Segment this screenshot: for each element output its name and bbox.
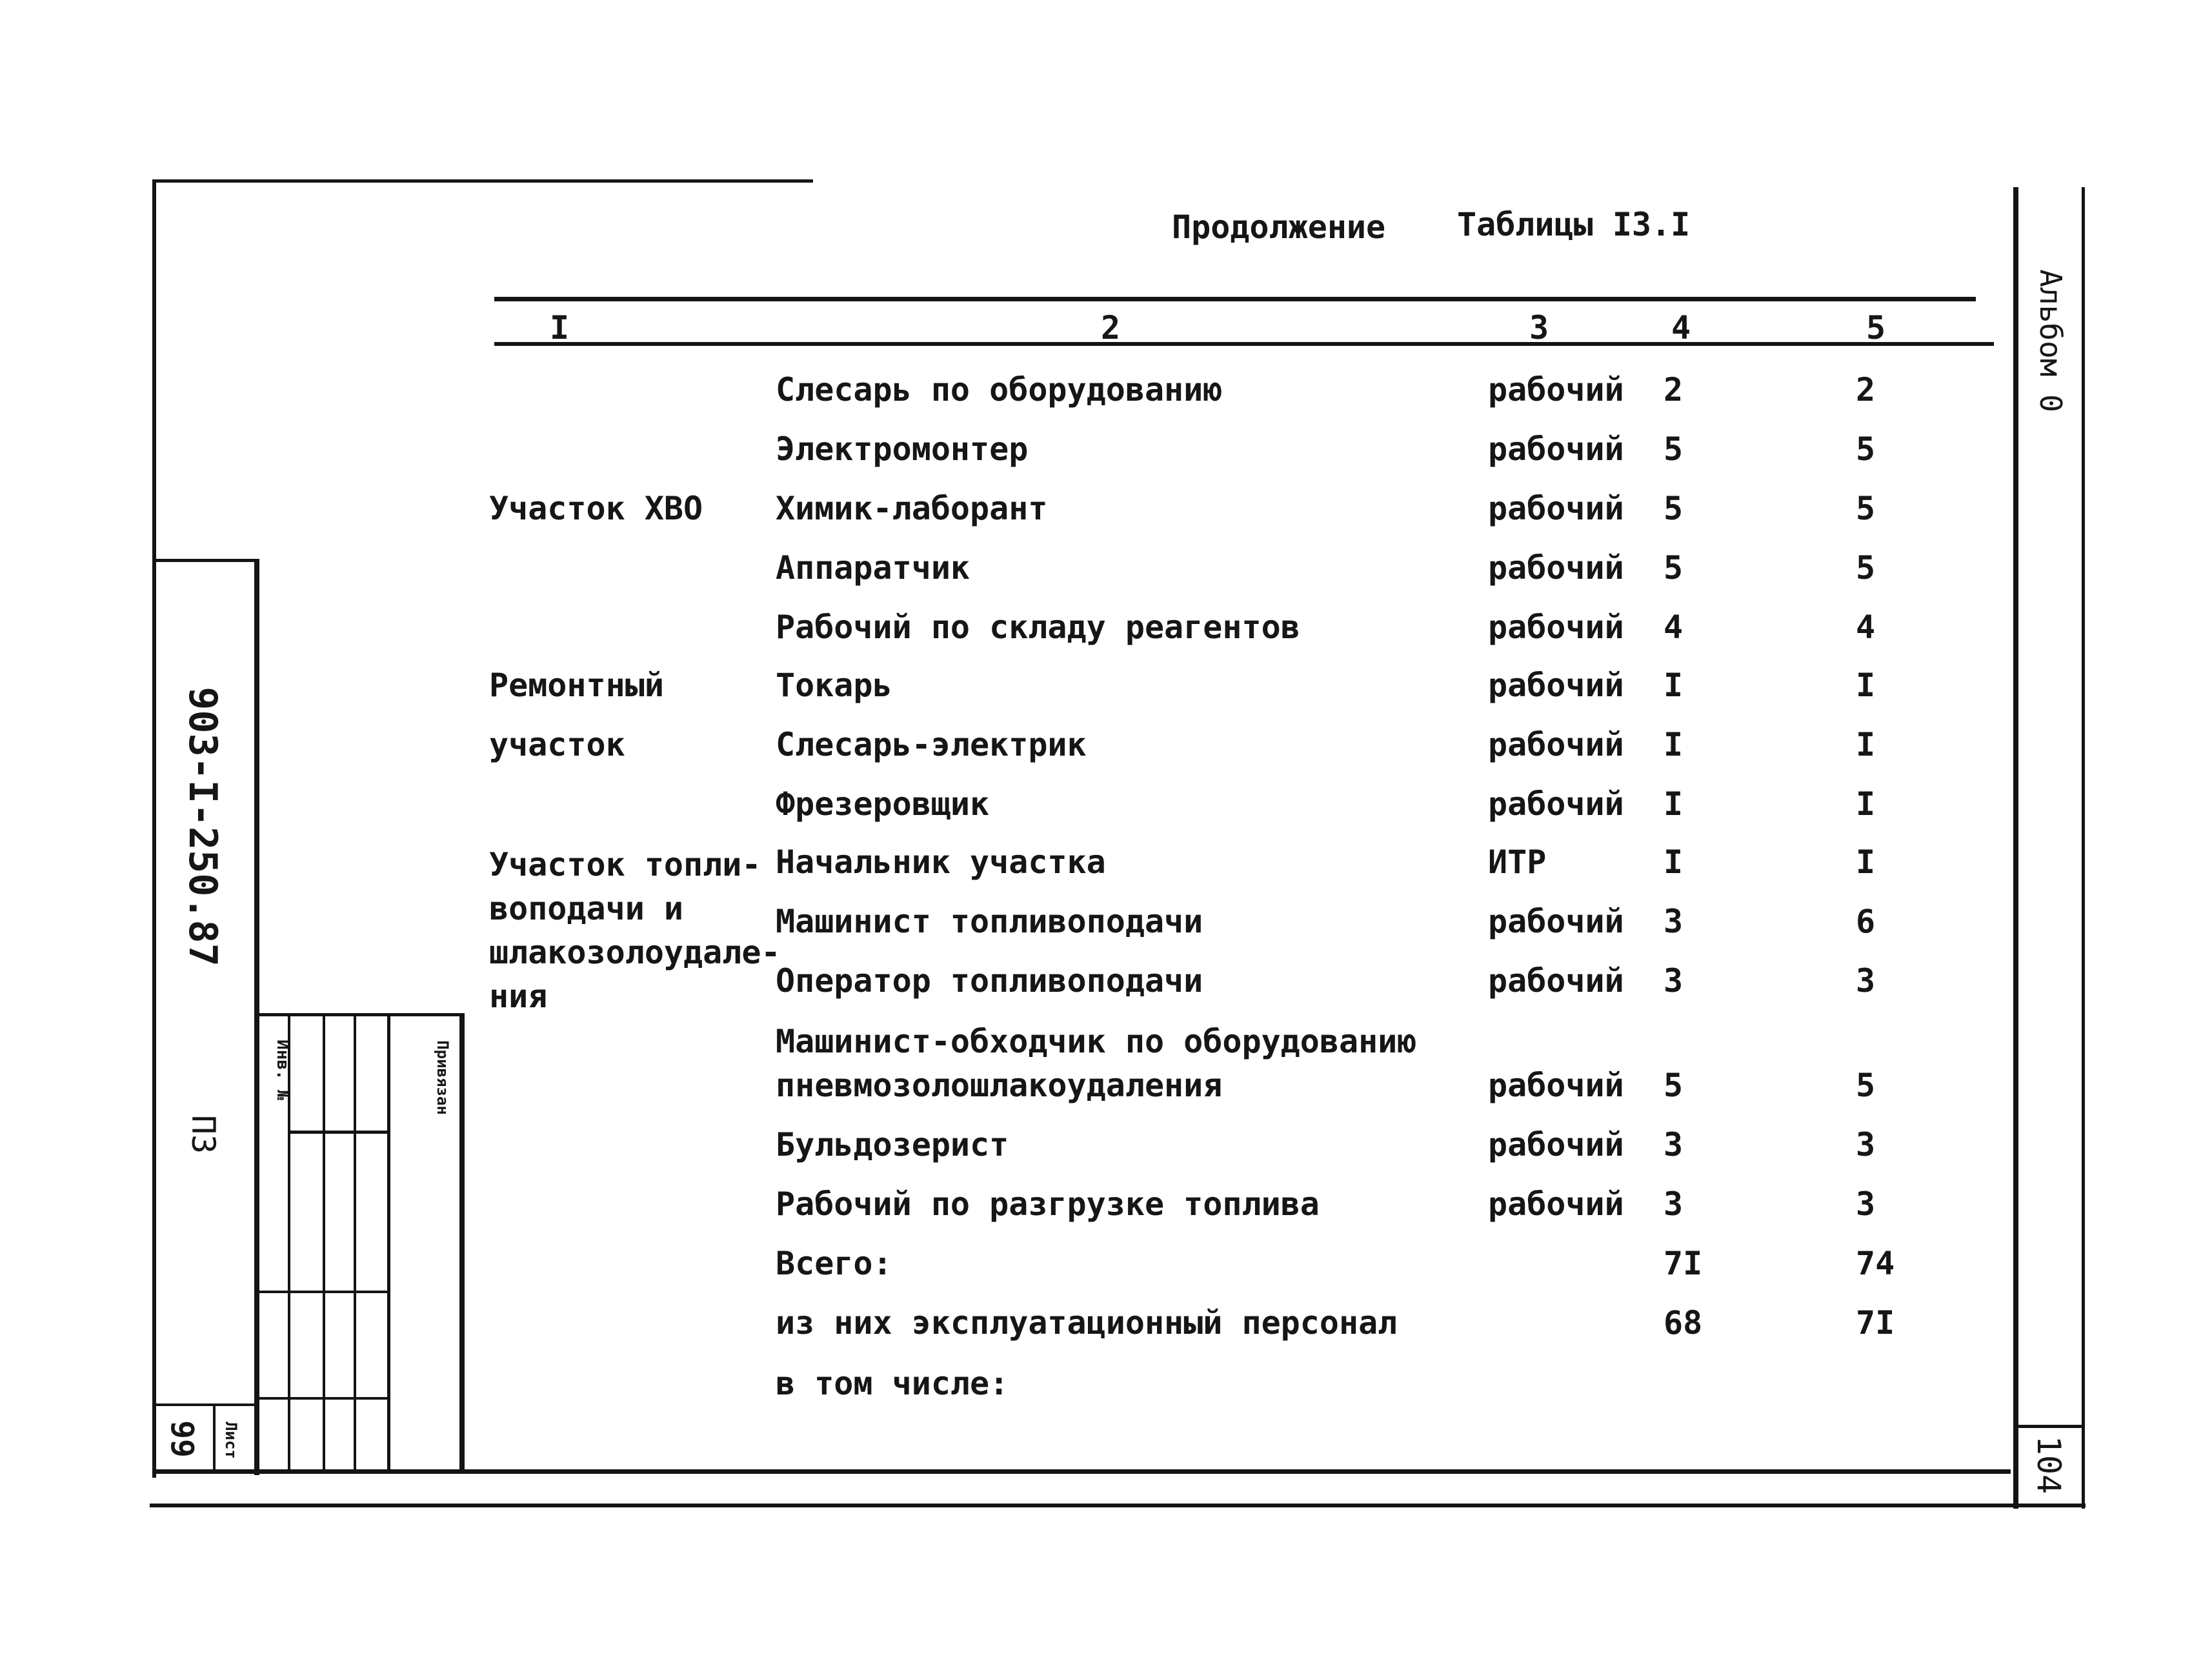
row-category: рабочий: [1488, 962, 1624, 1000]
table-title: Таблицы I3.I: [1457, 206, 1691, 243]
row-col4: 3: [1664, 903, 1684, 940]
row-name-continued: пневмозолошлакоудаления: [776, 1067, 1223, 1104]
group-label: участок: [489, 726, 625, 763]
group-label: воподачи и: [489, 890, 684, 927]
row-col5: 2: [1856, 371, 1876, 408]
row-name: Рабочий по разгрузке топлива: [776, 1185, 1320, 1223]
grid-hline-1: [288, 1131, 390, 1134]
stamp-sheet-divider: [213, 1403, 216, 1471]
row-category: рабочий: [1488, 1067, 1624, 1104]
group-label: Ремонтный: [489, 667, 664, 704]
row-name: Бульдозерист: [776, 1126, 1009, 1163]
grid-top-line: [254, 1013, 465, 1016]
row-col5: I: [1856, 785, 1876, 823]
row-col4: I: [1664, 726, 1684, 763]
row-category: рабочий: [1488, 1185, 1624, 1223]
row-col5: 3: [1856, 1185, 1876, 1223]
row-category: рабочий: [1488, 490, 1624, 527]
row-col5: 5: [1856, 490, 1876, 527]
frame-right-outer-line: [2082, 187, 2085, 1509]
operational-staff-label: из них эксплуатационный персонал: [776, 1304, 1398, 1342]
col-number-5: 5: [1866, 309, 1886, 347]
col-number-1: I: [550, 309, 570, 347]
row-col5: 5: [1856, 1067, 1876, 1104]
table-header-top-line: [494, 297, 1976, 301]
continuation-label: Продолжение: [1172, 208, 1386, 246]
row-category: рабочий: [1488, 371, 1624, 408]
grid-vline-4: [387, 1013, 390, 1471]
row-name: Оператор топливоподачи: [776, 962, 1203, 1000]
frame-bottom-line: [152, 1469, 2011, 1474]
reference-label: Привязан: [434, 1040, 452, 1115]
section-code: ПЗ: [185, 1114, 222, 1154]
row-col5: 6: [1856, 903, 1876, 940]
row-category: рабочий: [1488, 667, 1624, 704]
row-col5: I: [1856, 843, 1876, 881]
row-name: Электромонтер: [776, 430, 1029, 468]
page-number: 104: [2030, 1435, 2067, 1494]
row-col4: I: [1664, 785, 1684, 823]
row-name: Слесарь-электрик: [776, 726, 1087, 763]
row-name: Начальник участка: [776, 843, 1106, 881]
sheet-number: 99: [164, 1420, 200, 1458]
row-category: рабочий: [1488, 609, 1624, 646]
page-bottom-line: [150, 1504, 2086, 1507]
row-category: ИТР: [1488, 843, 1547, 881]
row-col4: 5: [1664, 549, 1684, 587]
col-number-4: 4: [1671, 309, 1691, 347]
total-col4: 7I: [1664, 1245, 1703, 1282]
row-col4: 3: [1664, 962, 1684, 1000]
row-name: Химик-лаборант: [776, 490, 1048, 527]
row-name: Фрезеровщик: [776, 785, 990, 823]
row-col4: 3: [1664, 1185, 1684, 1223]
row-col4: 5: [1664, 430, 1684, 468]
grid-vline-5: [459, 1013, 465, 1471]
group-label: Участок ХВО: [489, 490, 703, 527]
row-name: Машинист-обходчик по оборудованию: [776, 1023, 1417, 1060]
row-category: рабочий: [1488, 785, 1624, 823]
sheet-label: Лист: [222, 1422, 240, 1459]
row-col5: I: [1856, 667, 1876, 704]
frame-left-line: [152, 179, 156, 1478]
stamp-top-line: [152, 559, 259, 562]
grid-vline-2: [323, 1013, 325, 1471]
document-code: 903-I-250.87: [180, 687, 225, 967]
group-label: ния: [489, 978, 548, 1015]
row-name: Аппаратчик: [776, 549, 970, 587]
operational-staff-col5: 7I: [1856, 1304, 1895, 1342]
total-label: Всего:: [776, 1245, 892, 1282]
frame-top-line: [152, 179, 813, 183]
row-col5: 4: [1856, 609, 1876, 646]
col-number-2: 2: [1101, 309, 1121, 347]
row-col4: 5: [1664, 490, 1684, 527]
row-category: рабочий: [1488, 726, 1624, 763]
inventory-label: Инв. №: [273, 1040, 292, 1100]
stamp-right-line: [254, 559, 259, 1475]
row-category: рабочий: [1488, 549, 1624, 587]
col-number-3: 3: [1529, 309, 1549, 347]
grid-hline-2: [254, 1291, 390, 1293]
operational-staff-col4: 68: [1664, 1304, 1703, 1342]
table-header-bottom-line: [494, 342, 1994, 346]
row-col4: 4: [1664, 609, 1684, 646]
row-col5: 5: [1856, 549, 1876, 587]
row-col4: 2: [1664, 371, 1684, 408]
row-col5: 5: [1856, 430, 1876, 468]
row-name: Машинист топливоподачи: [776, 903, 1203, 940]
row-name: Рабочий по складу реагентов: [776, 609, 1300, 646]
row-col5: I: [1856, 726, 1876, 763]
frame-right-line: [2013, 187, 2018, 1509]
row-name: Токарь: [776, 667, 892, 704]
including-label: в том числе:: [776, 1365, 1009, 1402]
row-category: рабочий: [1488, 903, 1624, 940]
row-col4: I: [1664, 843, 1684, 881]
total-col5: 74: [1856, 1245, 1895, 1282]
album-label: Альбом 0: [2033, 269, 2068, 412]
row-col4: 5: [1664, 1067, 1684, 1104]
row-col5: 3: [1856, 1126, 1876, 1163]
row-col4: I: [1664, 667, 1684, 704]
row-col5: 3: [1856, 962, 1876, 1000]
grid-vline-3: [354, 1013, 356, 1471]
row-name: Слесарь по оборудованию: [776, 371, 1223, 408]
group-label: Участок топли-: [489, 846, 761, 883]
row-category: рабочий: [1488, 430, 1624, 468]
row-category: рабочий: [1488, 1126, 1624, 1163]
group-label: шлакозолоудале-: [489, 934, 781, 971]
grid-hline-3: [254, 1397, 390, 1400]
row-col4: 3: [1664, 1126, 1684, 1163]
